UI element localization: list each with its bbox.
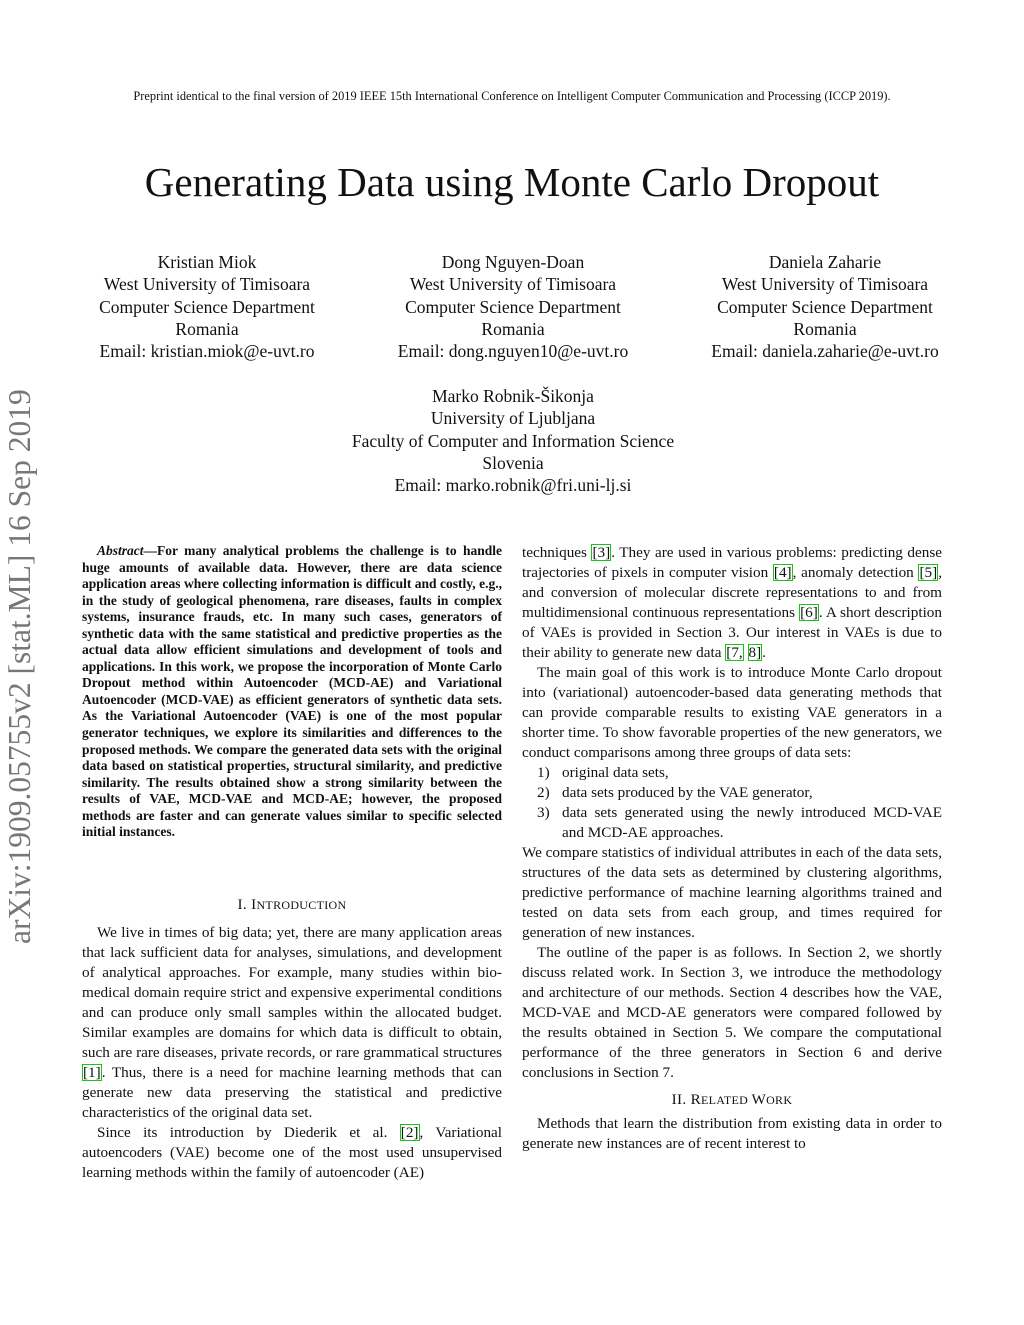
author-block [680, 251, 970, 362]
paragraph [522, 543, 942, 663]
abstract-label: Abstract [97, 543, 144, 558]
introduction-body [82, 923, 502, 1183]
author-country: Romania [793, 318, 857, 339]
author-department: Computer Science Department [405, 296, 621, 317]
paragraph-text: . A short description of VAEs is provided in Section 3. Our interest in VAEs is due to their ability to generate new data [522, 604, 942, 661]
author-block [312, 385, 714, 496]
author-department: Faculty of Computer and Information Science [351, 430, 675, 451]
author-affiliation: West University of Timisoara [409, 274, 617, 295]
paragraph: The outline of the paper is as follows. In Section 2, we shortly discuss related work. In Section 3, we introduce the methodology and architecture of our methods. Section 4 describes how the VAE, MCD-VAE and MCD-AE generators were compared followed by the results obtained in Section 5. We compare the computational performance of the three generators in Section 6 and derive conclusions in Section 7. [522, 944, 942, 1081]
list-number: 2) [537, 784, 550, 801]
paragraph: We compare statistics of individual attributes in each of the data sets, structures of the data sets as determined by clustering algorithms, predictive performance of machine learning algorithms trained and tested on data sets from each group, and times required for generation of new instances. [522, 844, 942, 941]
dataset-groups-list [522, 763, 942, 843]
arxiv-stamp: arXiv:1909.05755v2 [stat.ML] 16 Sep 2019 [2, 389, 37, 944]
author-name: Kristian Miok [157, 252, 257, 272]
author-affiliation: University of Ljubljana [430, 408, 596, 429]
right-column-body [522, 543, 942, 1154]
list-number: 1) [537, 764, 550, 781]
list-text: original data sets, [562, 764, 669, 781]
list-text: data sets produced by the VAE generator, [562, 784, 813, 801]
preprint-note: Preprint identical to the final version of 2019 IEEE 15th International Conference on Intelligent Computer Communication and Processing (ICCP 2019). [133, 89, 891, 103]
heading-rest: NTRODUCTION [256, 898, 347, 912]
paragraph-text: techniques [522, 544, 592, 561]
abstract [82, 543, 502, 841]
section-number: I. [237, 896, 252, 913]
section-heading-related-work [522, 1090, 942, 1110]
heading-rest: ORK [766, 1093, 793, 1107]
paragraph: Methods that learn the distribution from existing data in order to generate new instances are of recent interest to [522, 1115, 942, 1152]
citation-link[interactable]: [3] [592, 544, 611, 561]
author-block [368, 251, 658, 362]
paragraph [82, 923, 502, 1123]
paragraph-text: . Thus, there is a need for machine learning methods that can generate new data preserving the statistical and predictive characteristics of the original data set. [82, 1064, 502, 1121]
author-affiliation: West University of Timisoara [103, 274, 311, 295]
author-block [62, 251, 352, 362]
citation-link[interactable]: [7, [726, 644, 743, 661]
author-country: Romania [481, 318, 545, 339]
author-country: Slovenia [482, 452, 544, 473]
author-email: Email: daniela.zaharie@e-uvt.ro [711, 341, 939, 362]
citation-link[interactable]: [5] [919, 564, 938, 581]
paper-title: Generating Data using Monte Carlo Dropout [144, 159, 880, 205]
citation-link[interactable]: [4] [773, 564, 792, 581]
author-department: Computer Science Department [99, 296, 315, 317]
paragraph [82, 1123, 502, 1183]
citation-link[interactable]: 8] [748, 644, 762, 661]
section-heading-introduction [82, 895, 502, 915]
paragraph-text: , Variational autoencoders (VAE) become one of the most used unsupervised learning methods within the family of autoencoder (AE) [82, 1124, 502, 1181]
list-item [522, 803, 942, 843]
author-department: Computer Science Department [717, 296, 933, 317]
paragraph-text: . [762, 644, 766, 661]
abstract-text: —For many analytical problems the challenge is to handle huge amounts of available data. However, there are data science application areas where collecting information is difficult and costly, e.g., in the study of geological phenomena, rare diseases, faults in complex systems, insurance frauds, etc. In many such cases, generators of synthetic data with the same statistical and predictive properties as the actual data allow efficient simulations and development of tools and applications. In this work, we propose the incorporation of Monte Carlo Dropout method within Autoencoder (MCD-AE) and Variational Autoencoder (MCD-VAE) as efficient generators of synthetic data sets. As the Variational Autoencoder (VAE) is one of the most popular generator techniques, we explore its similarities and differences to the proposed methods. We compare the generated data sets with the original data based on statistical properties, structural similarity, and predictive similarity. The results obtained show a strong similarity between the results of VAE, MCD-VAE and MCD-AE; however, the proposed methods are faster and can generate values similar to specific selected initial instances. [82, 543, 502, 840]
citation-link[interactable]: [6] [800, 604, 818, 621]
paragraph-text: , and conversion of molecular discrete representations to and from multidimensional continuous representations [522, 564, 942, 621]
list-text: data sets generated using the newly introduced MCD-VAE and MCD-AE approaches. [562, 804, 942, 841]
heading-initial: I [251, 896, 257, 913]
author-email: Email: marko.robnik@fri.uni-lj.si [394, 475, 632, 496]
author-email: Email: kristian.miok@e-uvt.ro [99, 341, 315, 362]
section-number: II. [671, 1091, 691, 1108]
author-email: Email: dong.nguyen10@e-uvt.ro [397, 341, 629, 362]
heading-initial: W [751, 1091, 767, 1108]
heading-rest: ELATED [701, 1093, 752, 1107]
author-affiliation: West University of Timisoara [721, 274, 929, 295]
author-name: Marko Robnik-Šikonja [432, 386, 594, 406]
heading-initial: R [690, 1091, 702, 1108]
list-item [522, 783, 942, 803]
citation-link[interactable]: [1] [83, 1064, 101, 1081]
list-item [522, 763, 942, 783]
paragraph-text: , anomaly detection [792, 564, 919, 581]
paragraph: The main goal of this work is to introduce Monte Carlo dropout into (variational) autoencoder-based data generating methods that can provide comparable results to existing VAE generators in a shorter time. To show favorable properties of the new generators, we conduct comparisons among three groups of data sets: [522, 664, 942, 761]
author-name: Dong Nguyen-Doan [441, 252, 585, 272]
paragraph-text: Since its introduction by Diederik et al. [97, 1124, 400, 1141]
author-country: Romania [175, 318, 239, 339]
author-name: Daniela Zaharie [768, 252, 882, 272]
list-number: 3) [537, 804, 550, 821]
paragraph-text: We live in times of big data; yet, there are many application areas that lack sufficient data for analyses, simulations, and development of analytical approaches. For example, many studies within bio-medical domain require strict and expensive experimental conditions and can produce only small samples within the allocated budget. Similar examples are domains for which data is difficult to obtain, such are rare diseases, private records, or rare grammatical structures [82, 924, 502, 1061]
paragraph-text: . They are used in various problems: predicting dense trajectories of pixels in computer vision [522, 544, 942, 581]
citation-link[interactable]: [2] [400, 1124, 419, 1141]
